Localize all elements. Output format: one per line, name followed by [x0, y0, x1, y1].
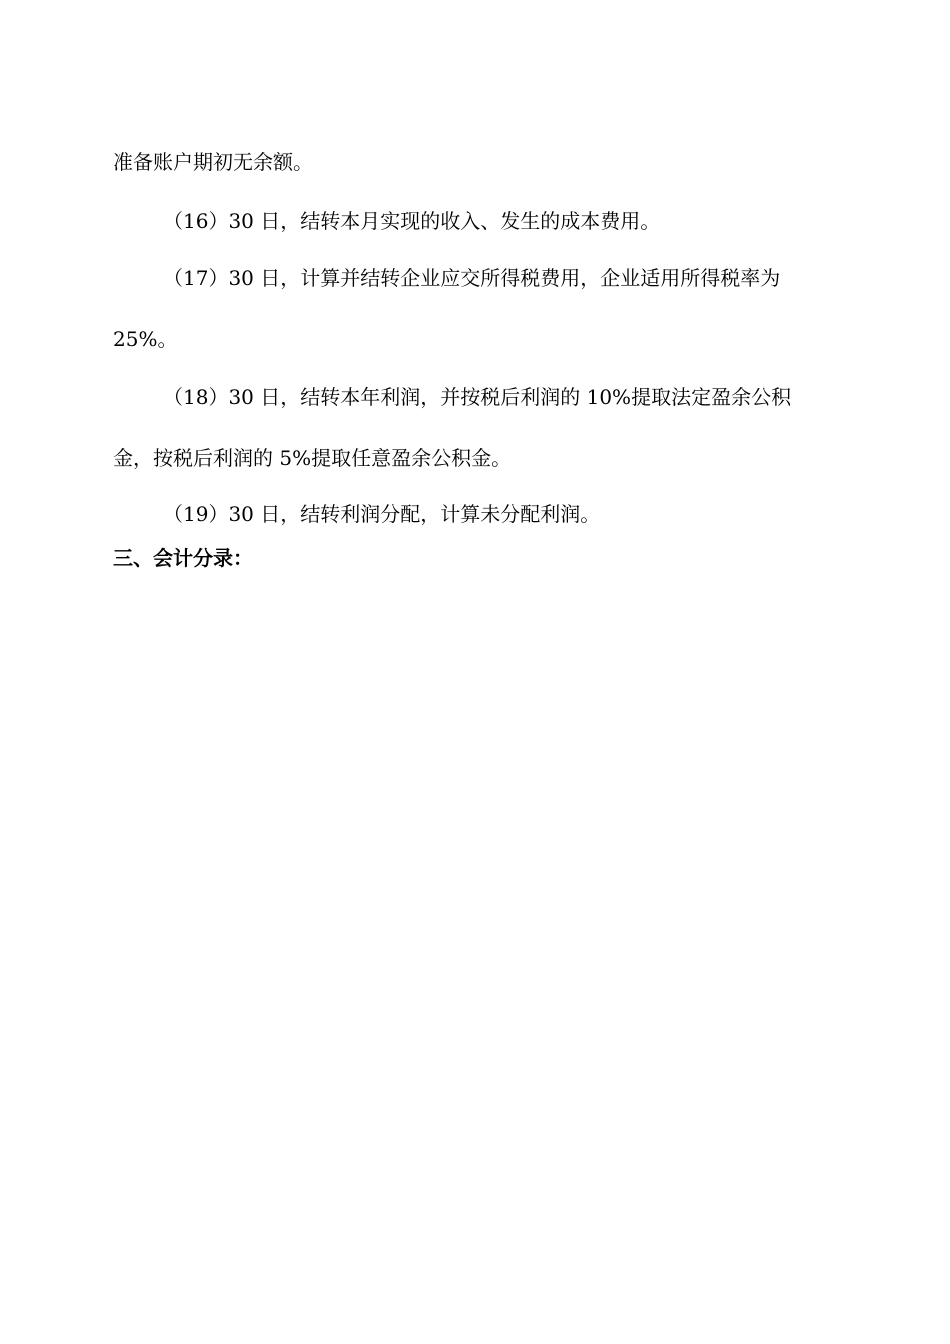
paragraph-line-7: （19）30 日，结转利润分配，计算未分配利润。: [163, 502, 601, 526]
paragraph-line-6: 金，按税后利润的 5%提取任意盈余公积金。: [113, 446, 512, 470]
paragraph-line-5: （18）30 日，结转本年利润，并按税后利润的 10%提取法定盈余公积: [163, 385, 792, 409]
paragraph-line-2: （16）30 日，结转本月实现的收入、发生的成本费用。: [163, 209, 661, 233]
paragraph-line-4: 25%。: [113, 327, 178, 351]
paragraph-line-3: （17）30 日，计算并结转企业应交所得税费用，企业适用所得税率为: [163, 266, 781, 290]
paragraph-line-1: 准备账户期初无余额。: [113, 150, 313, 174]
section-heading: 三、会计分录：: [113, 546, 253, 570]
